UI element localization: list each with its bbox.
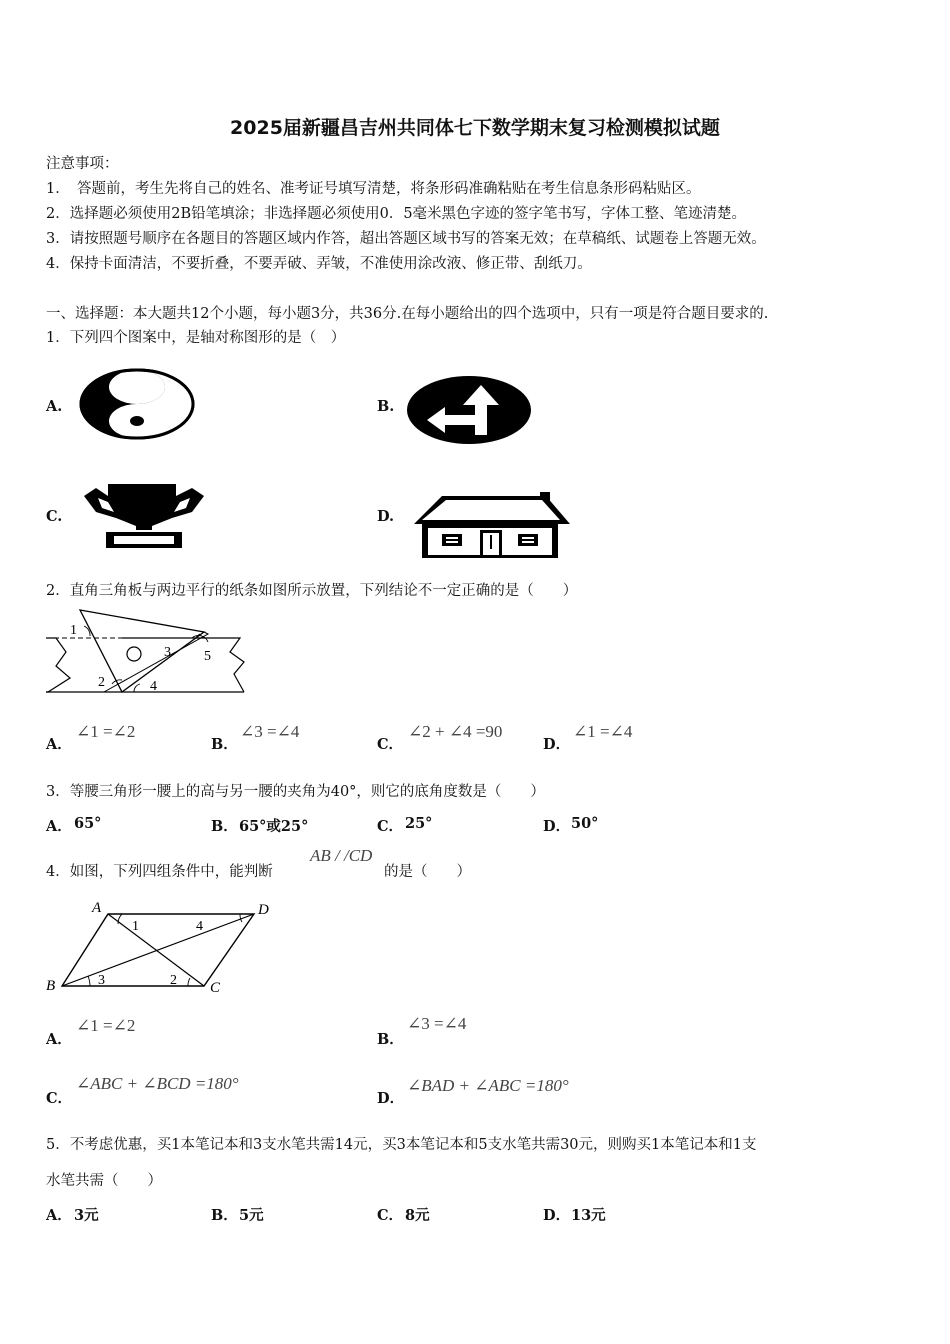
q2-option-c-math: ∠2 + ∠4 =90 [408,722,503,741]
section-heading: 一、选择题：本大题共12个小题，每小题3分，共36分.在每小题给出的四个选项中，只有一项是符合题目要求的. [46,306,769,322]
q2-option-a-label: A． [46,736,72,753]
question-4-stem-end: 的是（ ） [384,864,471,880]
q5-option-d-text: 13元 [571,1207,606,1224]
q1-option-b-label: B. [377,398,395,415]
q2-option-d-label: D． [543,736,571,753]
q2-angle-label: 4 [150,679,157,694]
question-5-stem-cont: 水笔共需（ ） [46,1173,162,1189]
q4-option-b-label: B． [377,1031,404,1048]
q5-option-b-text: 5元 [239,1207,264,1224]
notice-item: 1． 答题前，考生先将自己的姓名、准考证号填写清楚，将条形码准确粘贴在考生信息条形码粘贴区。 [46,181,701,197]
q4-angle-label: 2 [170,973,177,988]
q5-option-c-text: 8元 [405,1207,430,1224]
q5-option-c-label: C． [377,1207,404,1224]
q1-option-a-label: A. [46,398,63,415]
q4-option-a-label: A． [46,1031,72,1048]
q3-option-a-text: 65° [74,815,102,832]
q4-option-c-math: ∠ABC + ∠BCD =180° [76,1074,239,1093]
q3-option-b-label: B． [211,818,238,835]
q3-option-c-text: 25° [405,815,433,832]
house-icon [412,490,572,560]
q1-option-c-label: C. [46,508,63,525]
q4-angle-label: 3 [98,973,105,988]
question-5-stem: 5．不考虑优惠，买1本笔记本和3支水笔共需14元，买3本笔记本和5支水笔共需30元，则购买1本笔记本和1支 [46,1137,757,1153]
question-4-stem: 4．如图，下列四组条件中，能判断 [46,864,273,880]
q2-option-d-math: ∠1 =∠4 [573,722,633,741]
q4-angle-label: 4 [196,919,203,934]
q2-angle-label: 1 [70,623,77,638]
notice-item: 4．保持卡面清洁，不要折叠，不要弄破、弄皱，不准使用涂改液、修正带、刮纸刀。 [46,256,592,272]
notice-item: 3．请按照题号顺序在各题目的答题区域内作答，超出答题区域书写的答案无效；在草稿纸、试题卷上答题无效。 [46,231,766,247]
q5-option-b-label: B． [211,1207,238,1224]
page-title: 2025届新疆昌吉州共同体七下数学期末复习检测模拟试题 [230,117,720,139]
q3-option-d-label: D． [543,818,571,835]
q5-option-a-label: A． [46,1207,72,1224]
q4-angle-label: 1 [132,919,139,934]
q4-vertex-label: C [210,980,221,996]
notice-item: 2．选择题必须使用2B铅笔填涂；非选择题必须使用0．5毫米黑色字迹的签字笔书写，字体工整、笔迹清楚。 [46,206,747,222]
question-4-stem-math: AB / /CD [310,846,373,865]
q3-option-d-text: 50° [571,815,599,832]
q2-option-b-math: ∠3 =∠4 [240,722,300,741]
q3-option-c-label: C． [377,818,404,835]
question-3-stem: 3．等腰三角形一腰上的高与另一腰的夹角为40°，则它的底角度数是（ ） [46,784,545,800]
q4-vertex-label: A [92,900,102,916]
trophy-icon [80,478,208,550]
q2-option-b-label: B． [211,736,238,753]
q5-option-a-text: 3元 [74,1207,99,1224]
q1-option-d-label: D. [377,508,395,525]
q2-option-a-math: ∠1 =∠2 [76,722,136,741]
q3-option-a-label: A． [46,818,72,835]
q2-triangle-strip-figure [44,608,248,694]
question-1-stem: 1．下列四个图案中，是轴对称图形的是（ ） [46,330,346,346]
q2-angle-label: 5 [204,649,211,664]
q2-angle-label: 3 [164,645,171,660]
left-turn-arrow-icon [405,375,533,445]
q4-vertex-label: D [258,902,269,918]
q3-option-b-text: 65°或25° [239,818,309,835]
notice-heading: 注意事项： [46,156,119,172]
q4-option-c-label: C． [46,1090,73,1107]
question-2-stem: 2．直角三角板与两边平行的纸条如图所示放置，下列结论不一定正确的是（ ） [46,583,578,599]
q5-option-d-label: D． [543,1207,571,1224]
q4-vertex-label: B [46,978,56,994]
yin-yang-icon [80,368,196,440]
q4-option-d-math: ∠BAD + ∠ABC =180° [407,1076,569,1095]
q4-parallelogram-figure [44,900,280,996]
q4-option-b-math: ∠3 =∠4 [407,1014,467,1033]
q4-option-d-label: D． [377,1090,405,1107]
q2-angle-label: 2 [98,675,105,690]
q2-option-c-label: C． [377,736,404,753]
q4-option-a-math: ∠1 =∠2 [76,1016,136,1035]
